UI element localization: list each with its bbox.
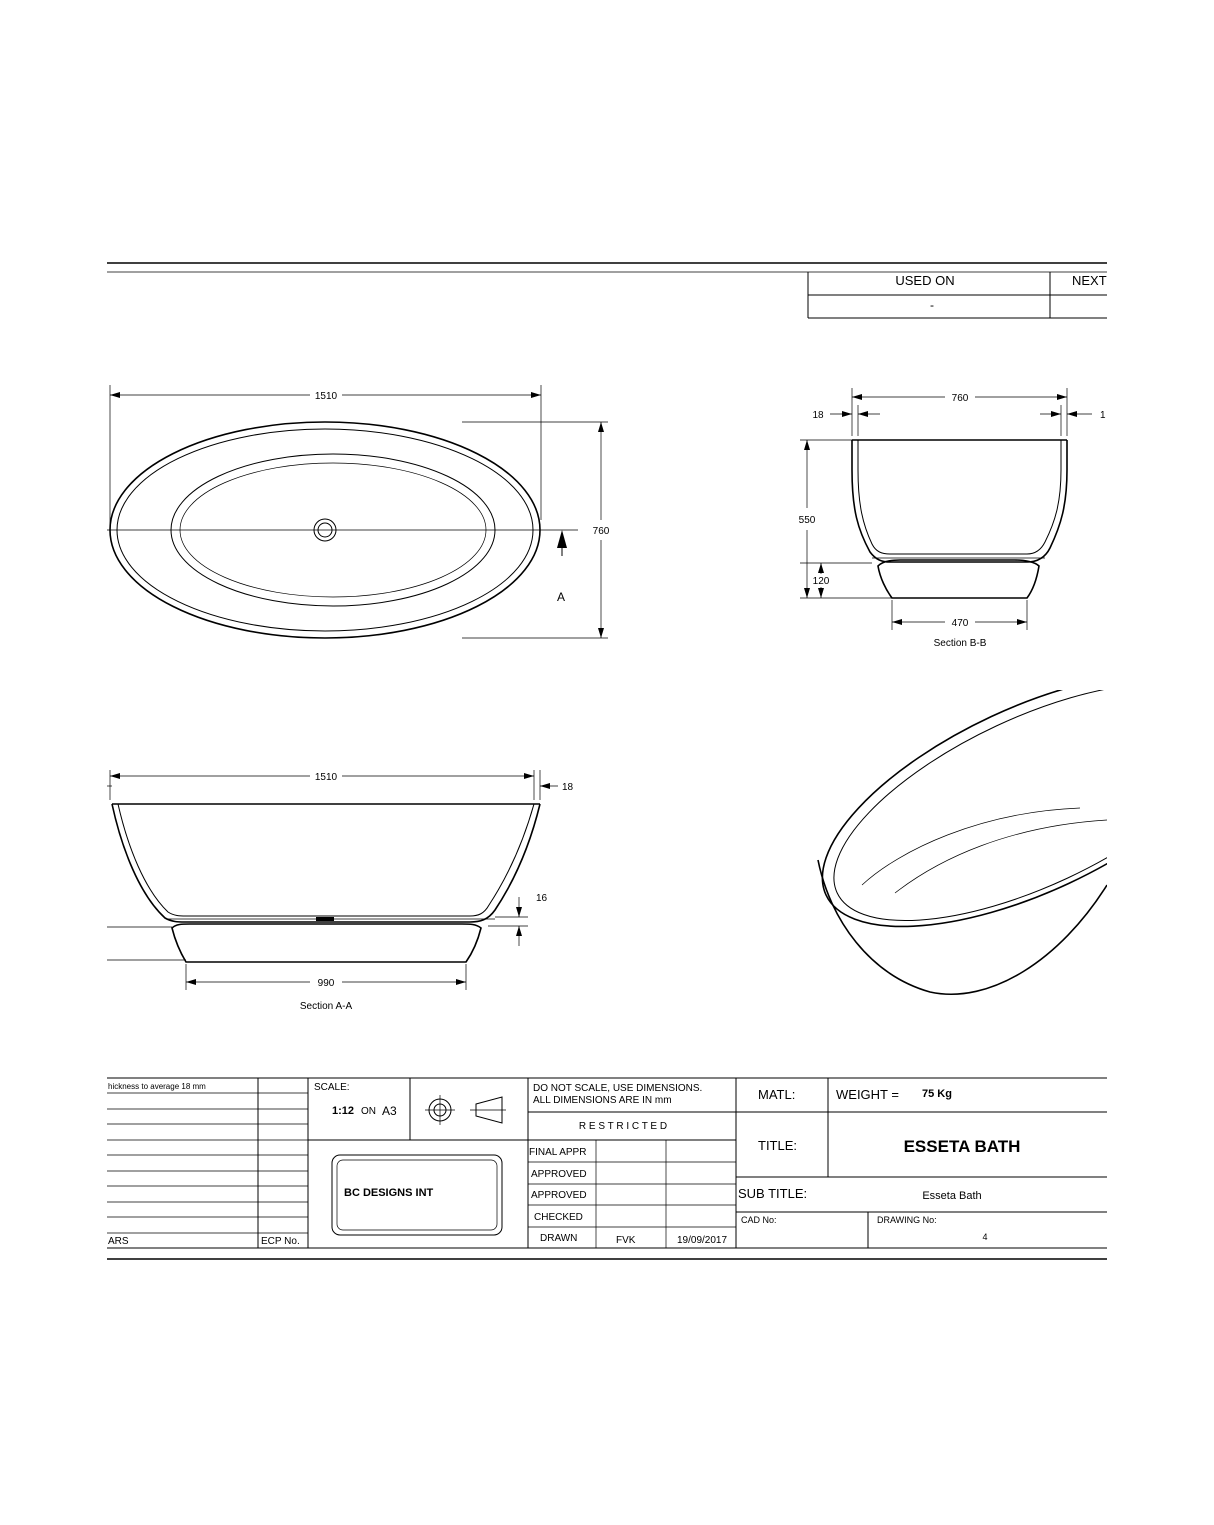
tb-weight-value: 75 Kg	[922, 1088, 952, 1100]
bb-base-width-label: 470	[951, 618, 969, 629]
bb-wall-right-label: 1	[1100, 410, 1106, 421]
tb-subtitle-label: SUB TITLE:	[738, 1186, 808, 1201]
tb-scale-on: ON	[361, 1106, 376, 1117]
tb-scale-label: SCALE:	[314, 1082, 350, 1093]
tb-drawn: DRAWN	[540, 1233, 578, 1244]
tb-checked: CHECKED	[534, 1212, 583, 1223]
used-on-label: USED ON	[895, 273, 955, 288]
iso-basin-floor-line	[862, 808, 1080, 885]
tb-ecp-label: ECP No.	[261, 1236, 300, 1247]
aa-floor-label: 16	[536, 893, 548, 904]
tb-scale-value: 1:12	[332, 1105, 355, 1117]
tb-approved-1: APPROVED	[531, 1169, 587, 1180]
used-on-value: -	[930, 298, 934, 312]
tb-final-appr: FINAL APPR	[529, 1147, 587, 1158]
bb-width-label: 760	[951, 393, 969, 404]
tb-company: BC DESIGNS INT	[344, 1187, 434, 1199]
aa-base	[172, 924, 481, 962]
tb-matl-label: MATL:	[758, 1087, 796, 1102]
tb-approved-2: APPROVED	[531, 1190, 587, 1201]
tb-restricted: R E S T R I C T E D	[578, 1121, 668, 1132]
tb-cad-label: CAD No:	[741, 1215, 777, 1225]
aa-inner-wall	[118, 804, 534, 916]
tb-note: hickness to average 18 mm	[108, 1082, 206, 1091]
bb-base-height-label: 120	[812, 576, 830, 587]
section-arrow-icon	[557, 530, 567, 548]
bb-height-label: 550	[798, 515, 816, 526]
aa-length-label: 1510	[314, 772, 338, 783]
next-label: NEXT	[1072, 273, 1107, 288]
plan-length-label: 1510	[314, 391, 338, 402]
iso-outer-rim	[787, 622, 1214, 979]
tb-ars-label: ARS	[108, 1236, 129, 1247]
iso-basin-floor-line-2	[895, 820, 1107, 893]
bb-outer-wall	[852, 440, 1067, 562]
aa-outer-wall	[112, 804, 540, 922]
tb-drawing-value: 4	[982, 1232, 988, 1242]
section-bb-view	[799, 388, 1106, 649]
tb-subtitle-value: Esseta Bath	[922, 1190, 982, 1202]
tb-notice-line1: DO NOT SCALE, USE DIMENSIONS.	[533, 1083, 703, 1094]
bb-base	[878, 560, 1039, 598]
isometric-view	[787, 622, 1214, 995]
tb-title-label: TITLE:	[758, 1138, 798, 1153]
tb-scale-sheet: A3	[382, 1104, 397, 1118]
tb-drawn-date: 19/09/2017	[677, 1235, 728, 1246]
aa-base-length-label: 990	[317, 978, 335, 989]
tb-weight-label: WEIGHT =	[836, 1087, 899, 1102]
bb-inner-wall	[858, 440, 1061, 554]
aa-wall-label: 18	[562, 782, 574, 793]
tb-notice-line2: ALL DIMENSIONS ARE IN mm	[533, 1095, 672, 1106]
header-strip	[107, 263, 1107, 318]
tb-drawn-by: FVK	[616, 1235, 636, 1246]
bb-caption: Section B-B	[933, 638, 987, 649]
aa-drain-icon	[316, 917, 334, 921]
projection-symbol-icon	[425, 1095, 506, 1125]
plan-view	[107, 385, 610, 638]
plan-width-label: 760	[592, 526, 610, 537]
section-aa-view	[107, 770, 574, 1012]
title-block	[107, 1078, 1107, 1259]
section-marker-label: A	[557, 590, 566, 604]
tb-title-value: ESSETA BATH	[903, 1137, 1021, 1156]
tb-drawing-label: DRAWING No:	[877, 1215, 937, 1225]
bb-wall-left-label: 18	[812, 410, 824, 421]
aa-caption: Section A-A	[299, 1001, 353, 1012]
